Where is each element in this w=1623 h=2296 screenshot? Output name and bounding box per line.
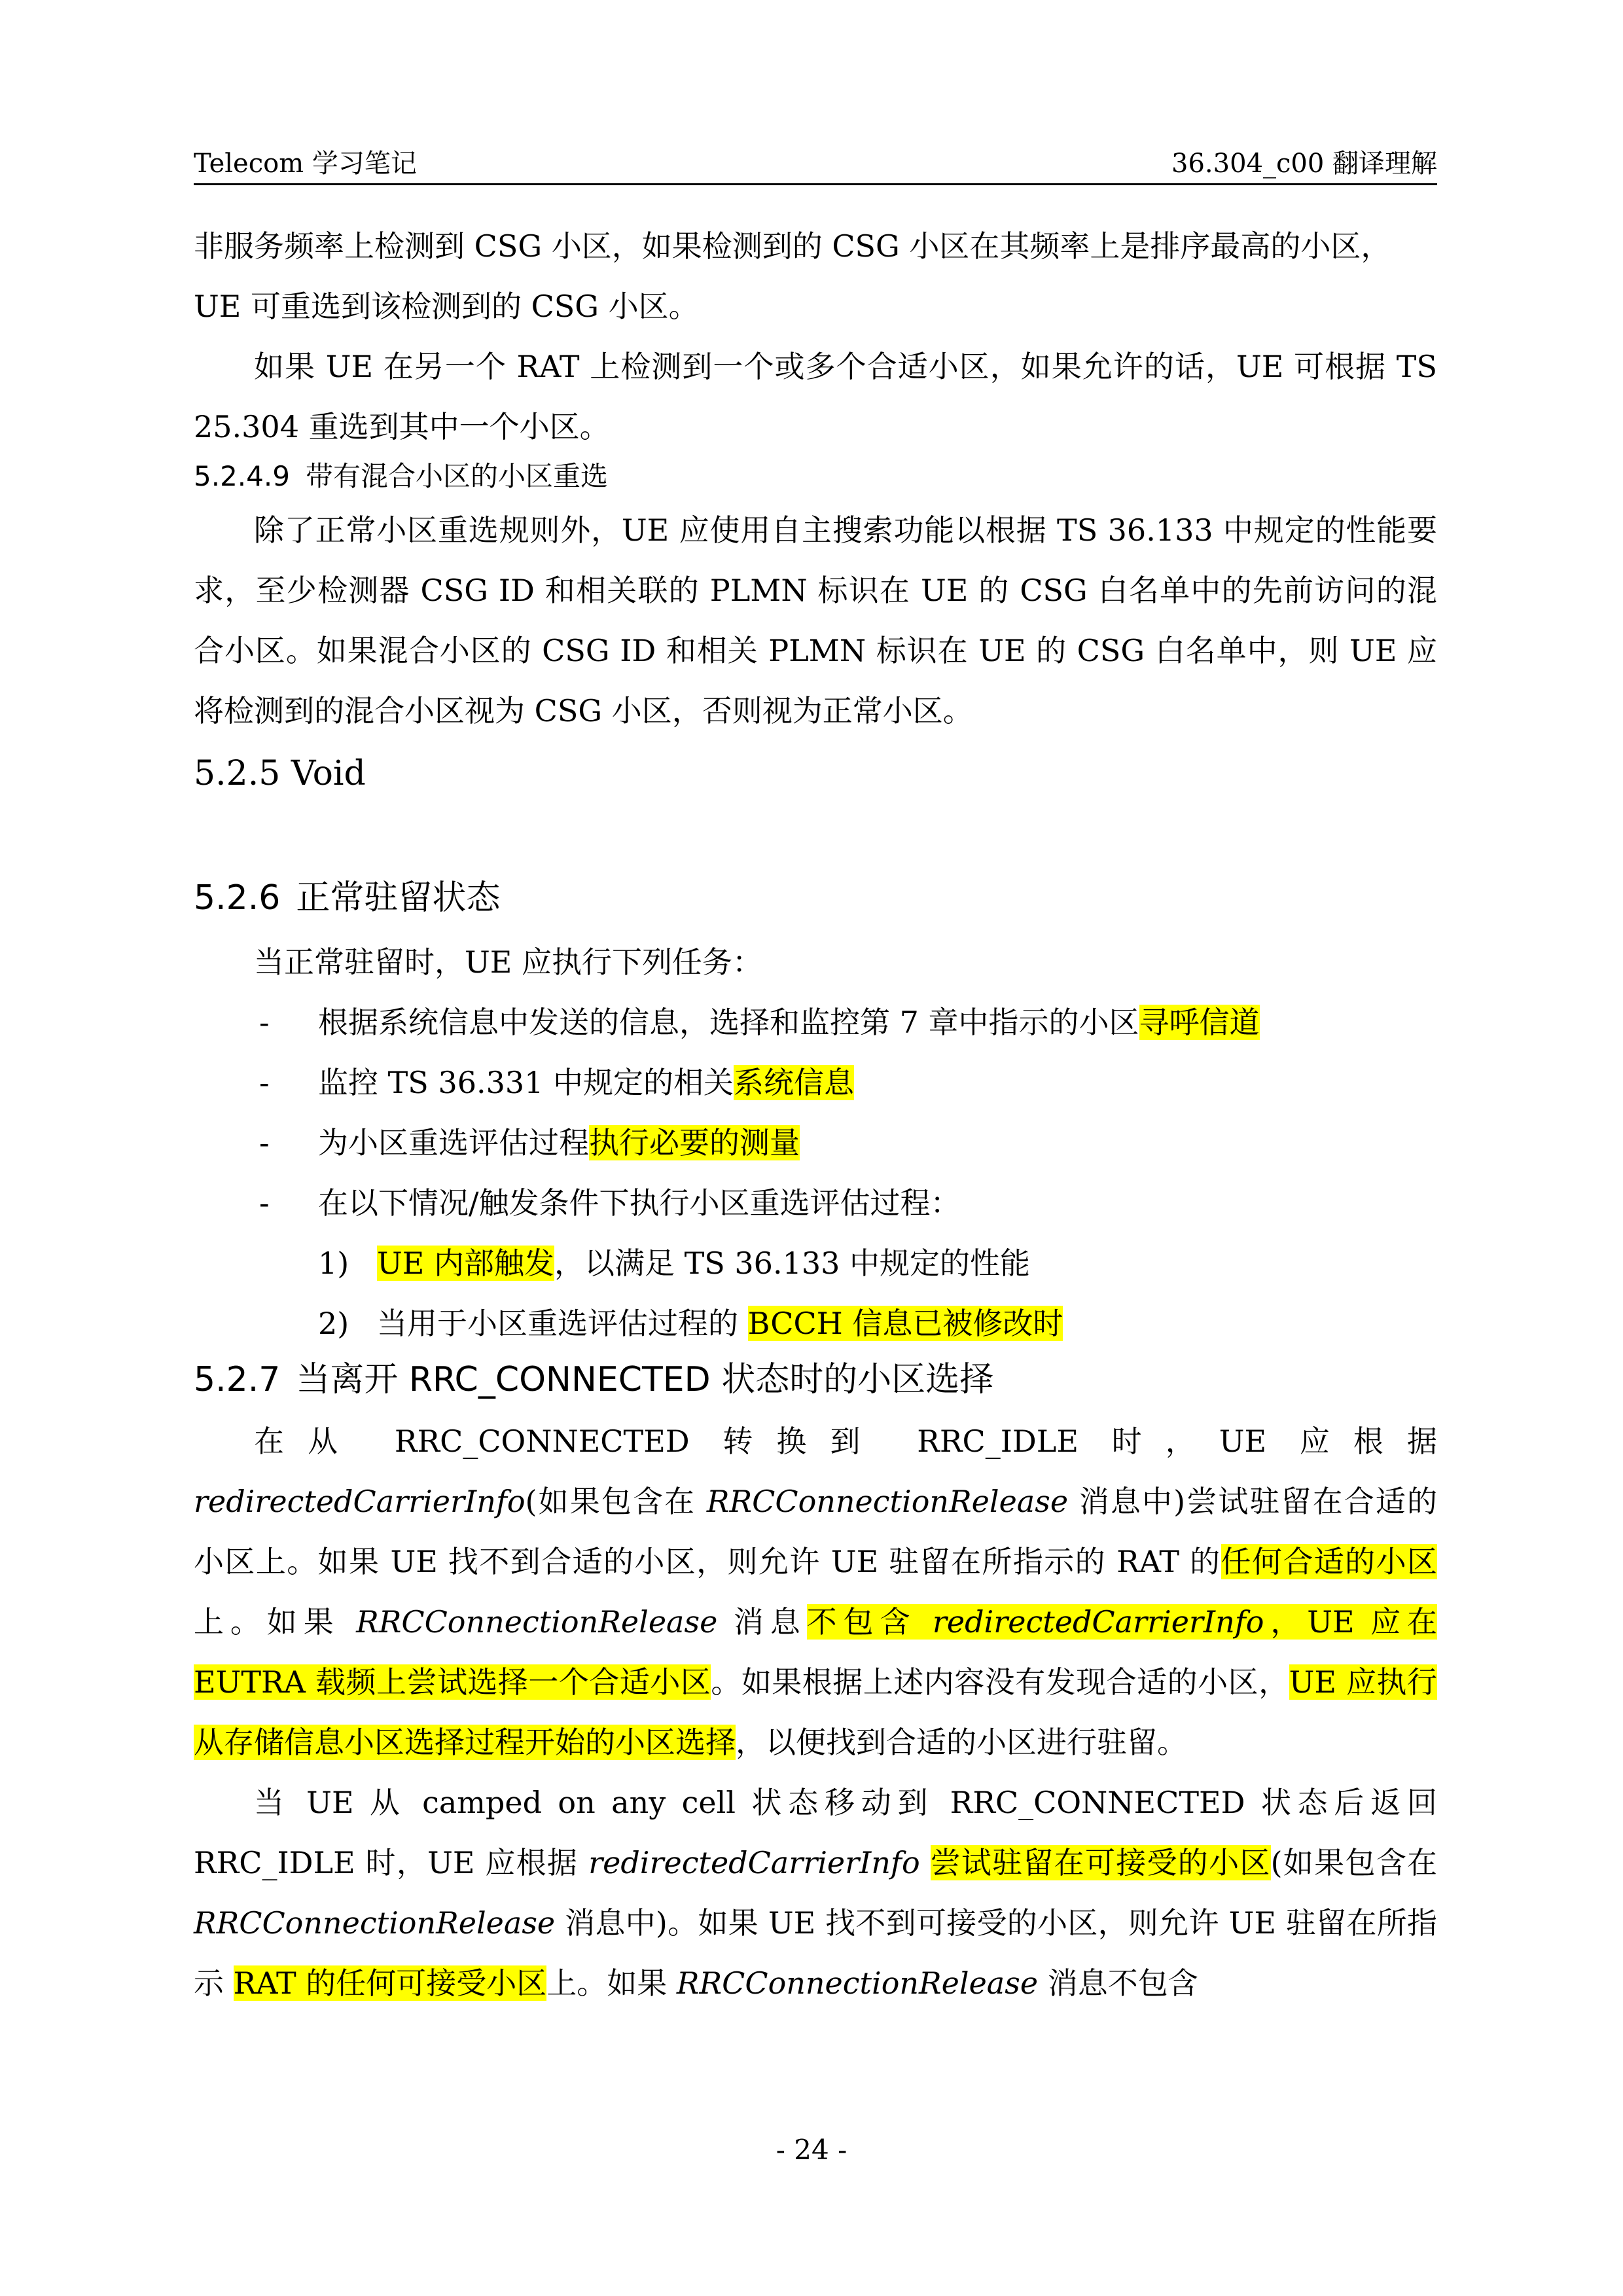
text-run: 消息 <box>717 1604 807 1640</box>
page-header <box>194 137 1437 185</box>
text-run: 在从 RRC_CONNECTED 转换到 RRC_IDLE 时，UE 应根据 <box>254 1424 1437 1459</box>
p1-line1: 非服务频率上检测到 CSG 小区，如果检测到的 CSG 小区在其频率上是排序最高的小区， <box>194 228 1391 264</box>
sub-text: ，以满足 TS 36.133 中规定的性能 <box>554 1246 1030 1281</box>
text-run: 当 UE 从 camped on any cell 状态移动到 RRC_CONNECTED 状态后返回 RRC_IDLE 时，UE 应根据 <box>194 1785 1437 1880</box>
page-content <box>194 216 1437 2013</box>
page-number: - 24 - <box>776 2134 847 2166</box>
paragraph-hybrid-cells: 除了正常小区重选规则外，UE 应使用自主搜索功能以根据 TS 36.133 中规定的性能要求，至少检测器 CSG ID 和相关联的 PLMN 标识在 UE 的 CSG 白名单中的先前访问的混合小区。如果混合小区的 CSG ID 和相关 PLMN 标识在 UE 的 CSG 白名单中，则 UE 应将检测到的混合小区视为 CSG 小区，否则视为正常小区。 <box>194 512 1437 728</box>
highlighted-text: 寻呼信道 <box>1139 1005 1260 1040</box>
list-item <box>194 1052 1437 1113</box>
italic-term: RRCConnectionRelease <box>194 1905 556 1941</box>
sub-text: 当用于小区重选评估过程的 <box>377 1306 748 1341</box>
section-number: 5.2.7 <box>194 1360 281 1399</box>
italic-term: RRCConnectionRelease <box>676 1965 1039 2001</box>
text-run: 上。如果 <box>194 1604 357 1640</box>
italic-term: RRCConnectionRelease <box>706 1484 1069 1519</box>
highlighted-text: 执行必要的测量 <box>589 1125 800 1160</box>
text-run: (如果包含在 <box>1270 1845 1438 1880</box>
section-heading-5-2-6 <box>194 872 1437 924</box>
list-item <box>194 1173 1437 1233</box>
text-run: ，以便找到合适的小区进行驻留。 <box>736 1725 1187 1760</box>
highlighted-text: UE 应执行从存储信息小区选择过程开始的小区选择 <box>194 1664 1438 1760</box>
highlighted-text: 尝试驻留在可接受的小区 <box>930 1845 1271 1880</box>
italic-term: redirectedCarrierInfo <box>932 1604 1264 1640</box>
sublist-number: 2) <box>318 1306 349 1341</box>
section-heading-5-2-5: 5.2.5 Void <box>194 754 366 793</box>
paragraph-leaving-connected <box>194 1411 1437 1772</box>
section-title: 正常驻留状态 <box>296 878 501 918</box>
text-run: 消息中)。如果 UE 找不到可接受的小区，则允许 UE 驻留在所指示 <box>194 1905 1437 2001</box>
highlighted-text: 任何合适的小区 <box>1221 1544 1438 1579</box>
p1-line2: UE 可重选到该检测到的 CSG 小区。 <box>194 289 699 324</box>
list-item <box>194 992 1437 1052</box>
sublist-number: 1) <box>318 1246 349 1281</box>
text-run <box>920 1845 931 1880</box>
paragraph-other-rat: 如果 UE 在另一个 RAT 上检测到一个或多个合适小区，如果允许的话，UE 可根据 TS 25.304 重选到其中一个小区。 <box>194 349 1437 444</box>
header-left-title: Telecom 学习笔记 <box>194 149 417 179</box>
paragraph-csg-continuation <box>194 216 1437 336</box>
spacer <box>194 924 1437 932</box>
list-dash: - <box>259 1185 270 1221</box>
list-dash: - <box>259 1005 270 1040</box>
list-item <box>194 1113 1437 1173</box>
trigger-sublist <box>194 1233 1437 1354</box>
highlighted-text: BCCH 信息已被修改时 <box>747 1306 1063 1341</box>
spacer <box>194 1406 1437 1411</box>
section-number: 5.2.4.9 <box>194 460 290 492</box>
text-run: 消息中)尝试驻留在合适的小区上。如果 UE 找不到合适的小区，则允许 UE 驻留在所指示的 RAT 的 <box>194 1484 1437 1579</box>
task-text: 根据系统信息中发送的信息，选择和监控第 7 章中指示的小区 <box>318 1005 1139 1040</box>
paragraph-camped-any-cell <box>194 1772 1437 2013</box>
list-item <box>194 1233 1437 1293</box>
task-text: 在以下情况/触发条件下执行小区重选评估过程： <box>318 1185 961 1221</box>
highlighted-text: 系统信息 <box>734 1065 855 1100</box>
text-run: 上。如果 <box>546 1965 677 2001</box>
header-right-title: 36.304_c00 翻译理解 <box>1171 149 1437 179</box>
italic-term: redirectedCarrierInfo <box>194 1484 526 1519</box>
text-run: ，UE 应在 EUTRA 载频上尝试选择一个合适小区 <box>194 1604 1438 1700</box>
task-text: 为小区重选评估过程 <box>318 1125 589 1160</box>
text-run: 。如果根据上述内容没有发现合适的小区， <box>711 1664 1289 1700</box>
italic-term: redirectedCarrierInfo <box>588 1845 920 1880</box>
text-run: (如果包含在 <box>525 1484 707 1519</box>
section-heading-5-2-4-9 <box>194 457 1437 496</box>
text-run: 不包含 <box>806 1604 933 1640</box>
list-dash: - <box>259 1125 270 1160</box>
task-list <box>194 992 1437 1233</box>
section-heading-5-2-7 <box>194 1354 1437 1406</box>
section-title: 当离开 RRC_CONNECTED 状态时的小区选择 <box>296 1360 994 1399</box>
list-item <box>194 1293 1437 1354</box>
highlighted-text: UE 内部触发 <box>377 1246 554 1281</box>
text-run: 消息不包含 <box>1038 1965 1198 2001</box>
italic-term: RRCConnectionRelease <box>356 1604 718 1640</box>
spacer <box>194 800 1437 872</box>
section-number: 5.2.6 <box>194 878 281 918</box>
paragraph-normal-camped-intro: 当正常驻留时，UE 应执行下列任务： <box>254 944 762 980</box>
task-text: 监控 TS 36.331 中规定的相关 <box>318 1065 734 1100</box>
section-title: 带有混合小区的小区重选 <box>305 460 608 492</box>
list-dash: - <box>259 1065 270 1100</box>
highlighted-text: RAT 的任何可接受小区 <box>233 1965 547 2001</box>
